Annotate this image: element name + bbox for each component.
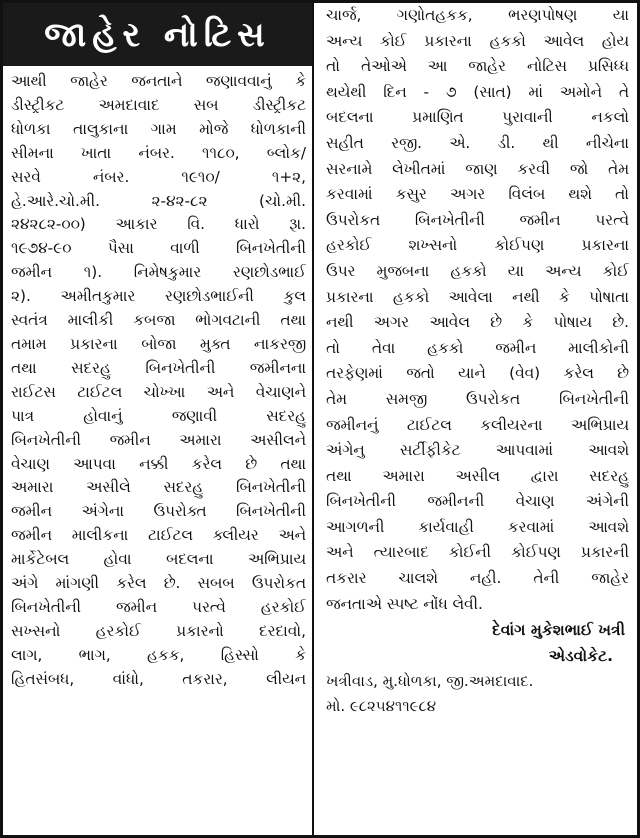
text-line: અને ત્યારબાદ કોઈની કોઈપણ પ્રકારની <box>326 543 629 562</box>
text-line: નથી અગર આવેલ છે કે પોષાય છે. <box>326 313 629 332</box>
advocate-phone: મો. ૯૮૨૫૪૧૧૯૮૪ <box>326 697 437 716</box>
text-line: તરફેણમાં જતો યાને (વેવ) કરેલ છે <box>326 364 629 383</box>
left-text <box>11 70 306 692</box>
text-line: સ્વતંત્ર માલીકી કબજા ભોગવટાની તથા <box>11 311 306 330</box>
text-line: જમીન ૧). નિમેષકુમાર રણછોડભાઈ <box>11 263 306 282</box>
left-column <box>3 3 312 835</box>
text-line: ચાર્જ, ગણોતહકક, ભરણપોષણ યા <box>326 6 629 24</box>
text-line: ૨૪૨૮૨-૦૦) આકાર વિ. ધારો રૂા. <box>11 215 306 234</box>
text-line: આથી જાહેર જનતાને જણાવવાનું કે <box>11 72 306 90</box>
text-line: તકરાર ચાલશે નહી. તેની જાહેર <box>326 569 629 588</box>
advocate-address: ખત્રીવાડ, મુ.ધોળકા, જી.અમદાવાદ. <box>326 672 534 691</box>
advocate-name: દેવાંગ મુકેશભાઈ ખત્રી <box>492 621 625 640</box>
text-line: પ્રકારના હકકો આવેલા નથી કે પોષાતા <box>326 287 629 306</box>
text-line: ધોળકા તાલુકાના ગામ મોજે ધોળકાની <box>11 119 306 138</box>
text-line: તમામ પ્રકારના બોજા મુક્ત નાકરજી <box>11 334 306 353</box>
text-line: સખ્સનો હરકોઈ પ્રકારનો દરદાવો, <box>11 621 306 640</box>
text-line: ઉપર મુજબના હકકો યા અન્ય કોઈ <box>326 261 629 280</box>
text-line: બિનખેતીની જમીન અમારા અસીલને <box>11 430 306 449</box>
text-line: રાઈટસ ટાઈટલ ચોખ્ખા અને વેચાણને <box>11 382 306 401</box>
text-line: ૧૯૭૪-૯૦ પૈસા વાળી બિનખેતીની <box>11 239 306 258</box>
text-line: તથા સદરહુ બિનખેતીની જમીનના <box>11 358 306 377</box>
signature-block <box>326 617 629 719</box>
text-line: તથા અમારા અસીલ દ્વારા સદરહુ <box>326 466 629 485</box>
text-line: બદલના પ્રમાણિત પુરાવાની નકલો <box>326 108 629 127</box>
text-line: અન્ય કોઈ પ્રકારના હકકો આવેલ હોય <box>326 31 629 50</box>
text-line: જમીન માલીકના ટાઈટલ ક્લીયર અને <box>11 526 306 545</box>
text-line: ઉપરોકત બિનખેતીની જમીન પરત્વે <box>326 210 629 229</box>
text-line: અમારા અસીલે સદરહુ બિનખેતીની <box>11 478 306 497</box>
text-line: જમીન અંગેના ઉપરોક્ત બિનખેતીની <box>11 502 306 521</box>
text-line: બિનખેતીની જમીનની વેચાણ અંગેની <box>326 492 629 511</box>
text-line: અંગે માંગણી કરેલ છે. સબબ ઉપરોકત <box>11 574 306 593</box>
text-line: માર્કેટેબલ હોવા બદલના અભિપ્રાય <box>11 550 306 569</box>
text-line: તો તેવા હકકો જમીન માલીકોની <box>326 338 629 357</box>
text-line: ડીસ્ટ્રીકટ અમદાવાદ સબ ડીસ્ટ્રીકટ <box>11 95 306 114</box>
text-line: જનતાએ સ્પષ્ટ નોંધ લેવી. <box>326 594 483 613</box>
text-line: ૨). અમીતકુમાર રણછોડભાઈની કુલ <box>11 287 306 306</box>
text-line: તો તેઓએ આ જાહેર નોટિસ પ્રસિધ્ધ <box>326 57 629 76</box>
text-line: હે.આરે.ચો.મી. ૨-૪૨-૮૨ (ચો.મી. <box>11 191 306 210</box>
text-line: વેચાણ આપવા નક્કી કરેલ છે તથા <box>11 454 306 473</box>
text-line: કરવામાં કસુર અગર વિલંબ થશે તો <box>326 185 629 204</box>
text-line: સીમના ખાતા નંબર. ૧૧૮૦, બ્લોક/ <box>11 143 306 162</box>
text-line: બિનખેતીની જમીન પરત્વે હરકોઈ <box>11 597 306 616</box>
text-line: જમીનનું ટાઈટલ કલીયરના અભિપ્રાય <box>326 415 629 434</box>
text-line: સહીત રજી. એ. ડી. થી નીચેના <box>326 133 629 152</box>
text-line: હિતસંબધ, વાંધો, તકરાર, લીયન <box>11 669 306 688</box>
text-line: સરનામે લેખીતમાં જાણ કરવી જો તેમ <box>326 159 629 178</box>
right-column <box>312 3 637 835</box>
text-line: લાગ, ભાગ, હકક, હિસ્સો કે <box>11 645 306 664</box>
text-line: તેમ સમજી ઉપરોકત બિનખેતીની <box>326 389 629 408</box>
text-line: થયેથી દિન - ૭ (સાત) માં અમોને તે <box>326 82 629 101</box>
text-line: પાત્ર હોવાનું જણાવી સદરહુ <box>11 406 306 425</box>
text-line: અંગેનુ સર્ટીફીકેટ આપવામાં આવશે <box>326 441 629 460</box>
text-line: સરવે નંબર. ૧૯૧૦/ ૧+૨, <box>11 167 306 186</box>
text-line: હરકોઈ શખ્સનો કોઈપણ પ્રકારના <box>326 236 629 255</box>
notice-title: જાહેર નોટિસ <box>3 3 312 66</box>
advocate-role: એડવોકેટ. <box>548 647 613 666</box>
text-line: આગળની કાર્યવાહી કરવામાં આવશે <box>326 517 629 536</box>
right-text <box>326 3 629 617</box>
